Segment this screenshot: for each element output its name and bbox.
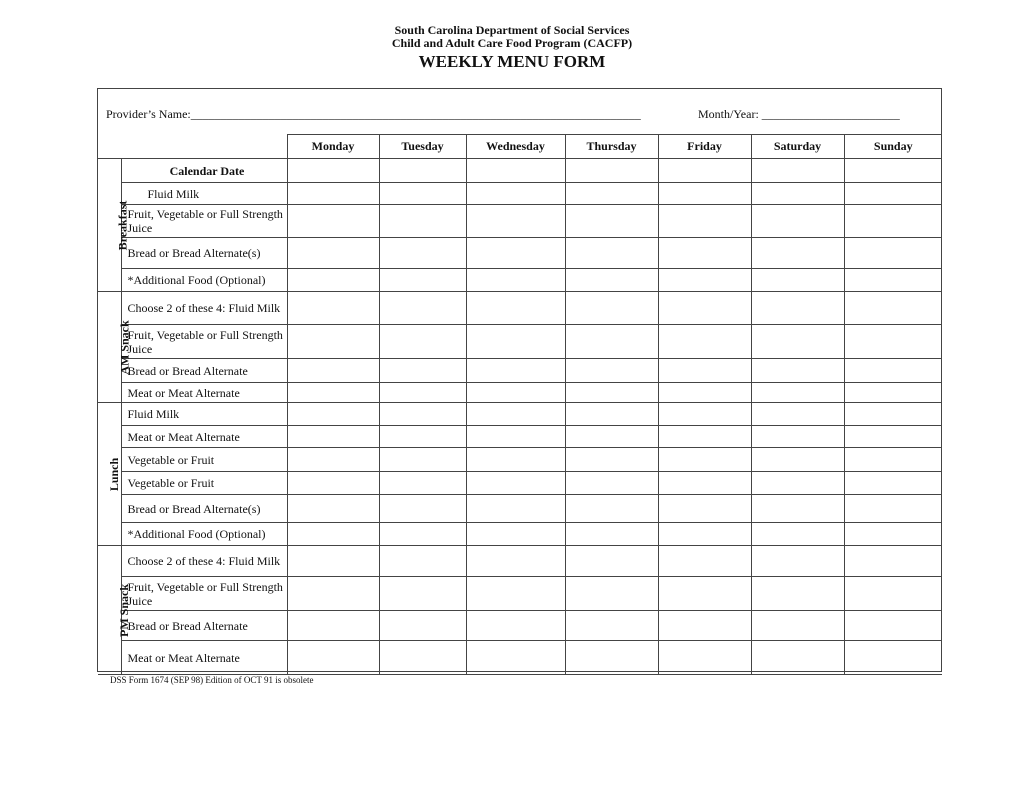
cell[interactable] <box>751 205 844 238</box>
table-row <box>98 577 942 611</box>
cell[interactable] <box>287 611 379 641</box>
cell[interactable] <box>565 359 658 383</box>
cell[interactable] <box>658 359 751 383</box>
cell[interactable] <box>565 159 658 183</box>
cell[interactable] <box>565 472 658 495</box>
table-row <box>98 611 942 641</box>
cell[interactable] <box>379 611 466 641</box>
cell[interactable] <box>751 269 844 292</box>
cell[interactable] <box>565 448 658 472</box>
cell[interactable] <box>379 448 466 472</box>
cell[interactable] <box>844 159 942 183</box>
form-footer: DSS Form 1674 (SEP 98) Edition of OCT 91 is obsolete <box>110 675 314 685</box>
cell[interactable] <box>379 383 466 403</box>
row-label: Meat or Meat Alternate <box>121 426 287 448</box>
cell[interactable] <box>466 495 565 523</box>
table-row <box>98 448 942 472</box>
cell[interactable] <box>565 269 658 292</box>
cell[interactable] <box>287 426 379 448</box>
cell[interactable] <box>379 292 466 325</box>
table-row <box>98 205 942 238</box>
cell[interactable] <box>466 359 565 383</box>
cell[interactable] <box>287 325 379 359</box>
row-label: *Additional Food (Optional) <box>121 523 287 546</box>
cell[interactable] <box>658 546 751 577</box>
day-wednesday: Wednesday <box>466 135 565 159</box>
cell[interactable] <box>751 577 844 611</box>
cell[interactable] <box>844 546 942 577</box>
row-label: Choose 2 of these 4: Fluid Milk <box>121 546 287 577</box>
row-label: Meat or Meat Alternate <box>121 641 287 675</box>
cell[interactable] <box>565 183 658 205</box>
day-thursday: Thursday <box>565 135 658 159</box>
cell[interactable] <box>658 325 751 359</box>
cell[interactable] <box>466 292 565 325</box>
cell[interactable] <box>844 205 942 238</box>
month-year-field[interactable]: Month/Year: _______________________ <box>698 107 900 121</box>
cell[interactable] <box>466 546 565 577</box>
cell[interactable] <box>565 426 658 448</box>
cell[interactable] <box>751 546 844 577</box>
meal-label-am-snack: AM Snack <box>98 292 121 403</box>
cell[interactable] <box>844 183 942 205</box>
cell[interactable] <box>565 238 658 269</box>
row-label: Fruit, Vegetable or Full Strength Juice <box>121 577 287 611</box>
cell[interactable] <box>658 183 751 205</box>
cell[interactable] <box>658 472 751 495</box>
cell[interactable] <box>466 159 565 183</box>
cell[interactable] <box>466 448 565 472</box>
table-row <box>98 546 942 577</box>
cell[interactable] <box>466 641 565 675</box>
table-row <box>98 292 942 325</box>
cell[interactable] <box>379 546 466 577</box>
cell[interactable] <box>844 383 942 403</box>
cell[interactable] <box>287 238 379 269</box>
cell[interactable] <box>466 183 565 205</box>
cell[interactable] <box>658 403 751 426</box>
table-row <box>98 325 942 359</box>
table-row <box>98 269 942 292</box>
cell[interactable] <box>287 641 379 675</box>
cell[interactable] <box>379 577 466 611</box>
cell[interactable] <box>658 159 751 183</box>
cell[interactable] <box>287 383 379 403</box>
cell[interactable] <box>844 325 942 359</box>
row-label: Fruit, Vegetable or Full Strength Juice <box>121 325 287 359</box>
cell[interactable] <box>466 238 565 269</box>
cell[interactable] <box>844 403 942 426</box>
cell[interactable] <box>287 159 379 183</box>
row-label: Fluid Milk <box>121 183 287 205</box>
cell[interactable] <box>844 426 942 448</box>
cell[interactable] <box>466 577 565 611</box>
cell[interactable] <box>658 205 751 238</box>
calendar-date-row <box>98 159 942 183</box>
row-label: Fruit, Vegetable or Full Strength Juice <box>121 205 287 238</box>
cell[interactable] <box>751 359 844 383</box>
cell[interactable] <box>466 205 565 238</box>
table-row <box>98 183 942 205</box>
cell[interactable] <box>658 641 751 675</box>
table-row <box>98 359 942 383</box>
meal-label-breakfast: Breakfast <box>98 159 121 292</box>
cell[interactable] <box>844 238 942 269</box>
cell[interactable] <box>379 359 466 383</box>
cell[interactable] <box>751 495 844 523</box>
table-row <box>98 383 942 403</box>
cell[interactable] <box>844 523 942 546</box>
cell[interactable] <box>466 269 565 292</box>
cell[interactable] <box>379 472 466 495</box>
cell[interactable] <box>565 611 658 641</box>
row-label: Bread or Bread Alternate <box>121 611 287 641</box>
cell[interactable] <box>379 269 466 292</box>
cell[interactable] <box>844 495 942 523</box>
cell[interactable] <box>565 383 658 403</box>
row-label: Vegetable or Fruit <box>121 448 287 472</box>
cell[interactable] <box>844 472 942 495</box>
cell[interactable] <box>287 546 379 577</box>
cell[interactable] <box>287 523 379 546</box>
cell[interactable] <box>379 495 466 523</box>
table-row <box>98 238 942 269</box>
row-label: Bread or Bread Alternate(s) <box>121 495 287 523</box>
cell[interactable] <box>287 472 379 495</box>
cell[interactable] <box>466 325 565 359</box>
cell[interactable] <box>287 269 379 292</box>
menu-table <box>98 134 942 675</box>
cell[interactable] <box>466 611 565 641</box>
cell[interactable] <box>751 403 844 426</box>
cell[interactable] <box>565 546 658 577</box>
cell[interactable] <box>844 448 942 472</box>
cell[interactable] <box>287 448 379 472</box>
menu-form <box>97 88 942 672</box>
day-friday: Friday <box>658 135 751 159</box>
cell[interactable] <box>751 383 844 403</box>
cell[interactable] <box>658 292 751 325</box>
cell[interactable] <box>379 325 466 359</box>
table-row <box>98 495 942 523</box>
cell[interactable] <box>658 238 751 269</box>
cell[interactable] <box>379 403 466 426</box>
cell[interactable] <box>287 403 379 426</box>
cell[interactable] <box>565 205 658 238</box>
cell[interactable] <box>658 577 751 611</box>
cell[interactable] <box>751 641 844 675</box>
cell[interactable] <box>466 403 565 426</box>
cell[interactable] <box>466 426 565 448</box>
cell[interactable] <box>844 641 942 675</box>
cell[interactable] <box>844 292 942 325</box>
cell[interactable] <box>287 292 379 325</box>
table-row <box>98 403 942 426</box>
cell[interactable] <box>287 205 379 238</box>
cell[interactable] <box>565 523 658 546</box>
cell[interactable] <box>379 159 466 183</box>
cell[interactable] <box>751 325 844 359</box>
cell[interactable] <box>658 383 751 403</box>
day-tuesday: Tuesday <box>379 135 466 159</box>
cell[interactable] <box>466 383 565 403</box>
cell[interactable] <box>565 403 658 426</box>
cell[interactable] <box>379 523 466 546</box>
program-name: Child and Adult Care Food Program (CACFP) <box>391 36 633 50</box>
row-label: Choose 2 of these 4: Fluid Milk <box>121 292 287 325</box>
cell[interactable] <box>565 292 658 325</box>
provider-name-field[interactable]: Provider’s Name:___________________________________________________________________________ <box>106 107 641 121</box>
cell[interactable] <box>379 205 466 238</box>
cell[interactable] <box>751 523 844 546</box>
cell[interactable] <box>751 183 844 205</box>
table-row <box>98 523 942 546</box>
cell[interactable] <box>287 183 379 205</box>
cell[interactable] <box>844 577 942 611</box>
cell[interactable] <box>751 611 844 641</box>
cell[interactable] <box>379 426 466 448</box>
day-header-row <box>98 135 942 159</box>
cell[interactable] <box>287 577 379 611</box>
day-sunday: Sunday <box>844 135 942 159</box>
cell[interactable] <box>844 359 942 383</box>
cell[interactable] <box>751 448 844 472</box>
row-label: Fluid Milk <box>121 403 287 426</box>
cell[interactable] <box>379 183 466 205</box>
form-header <box>0 24 1024 72</box>
row-label: Meat or Meat Alternate <box>121 383 287 403</box>
cell[interactable] <box>658 269 751 292</box>
table-row <box>98 641 942 675</box>
row-label: Vegetable or Fruit <box>121 472 287 495</box>
table-row <box>98 426 942 448</box>
cell[interactable] <box>844 611 942 641</box>
cell[interactable] <box>565 495 658 523</box>
cell[interactable] <box>565 641 658 675</box>
table-row <box>98 472 942 495</box>
cell[interactable] <box>379 238 466 269</box>
form-title: WEEKLY MENU FORM <box>418 52 606 71</box>
cell[interactable] <box>751 426 844 448</box>
cell[interactable] <box>658 611 751 641</box>
cell[interactable] <box>751 472 844 495</box>
cell[interactable] <box>658 448 751 472</box>
cell[interactable] <box>287 359 379 383</box>
day-monday: Monday <box>287 135 379 159</box>
cell[interactable] <box>658 426 751 448</box>
cell[interactable] <box>379 641 466 675</box>
agency-name: South Carolina Department of Social Services <box>394 23 630 37</box>
cell[interactable] <box>844 269 942 292</box>
cell[interactable] <box>466 472 565 495</box>
cell[interactable] <box>658 495 751 523</box>
cell[interactable] <box>751 238 844 269</box>
calendar-date-label: Calendar Date <box>121 159 287 183</box>
cell[interactable] <box>658 523 751 546</box>
row-label: Bread or Bread Alternate(s) <box>121 238 287 269</box>
cell[interactable] <box>751 292 844 325</box>
meal-label-pm-snack: PM Snack <box>98 546 121 675</box>
cell[interactable] <box>565 577 658 611</box>
meal-label-lunch: Lunch <box>98 403 121 546</box>
cell[interactable] <box>466 523 565 546</box>
day-saturday: Saturday <box>751 135 844 159</box>
row-label: *Additional Food (Optional) <box>121 269 287 292</box>
header-blank <box>98 135 287 159</box>
cell[interactable] <box>287 495 379 523</box>
row-label: Bread or Bread Alternate <box>121 359 287 383</box>
cell[interactable] <box>751 159 844 183</box>
cell[interactable] <box>565 325 658 359</box>
